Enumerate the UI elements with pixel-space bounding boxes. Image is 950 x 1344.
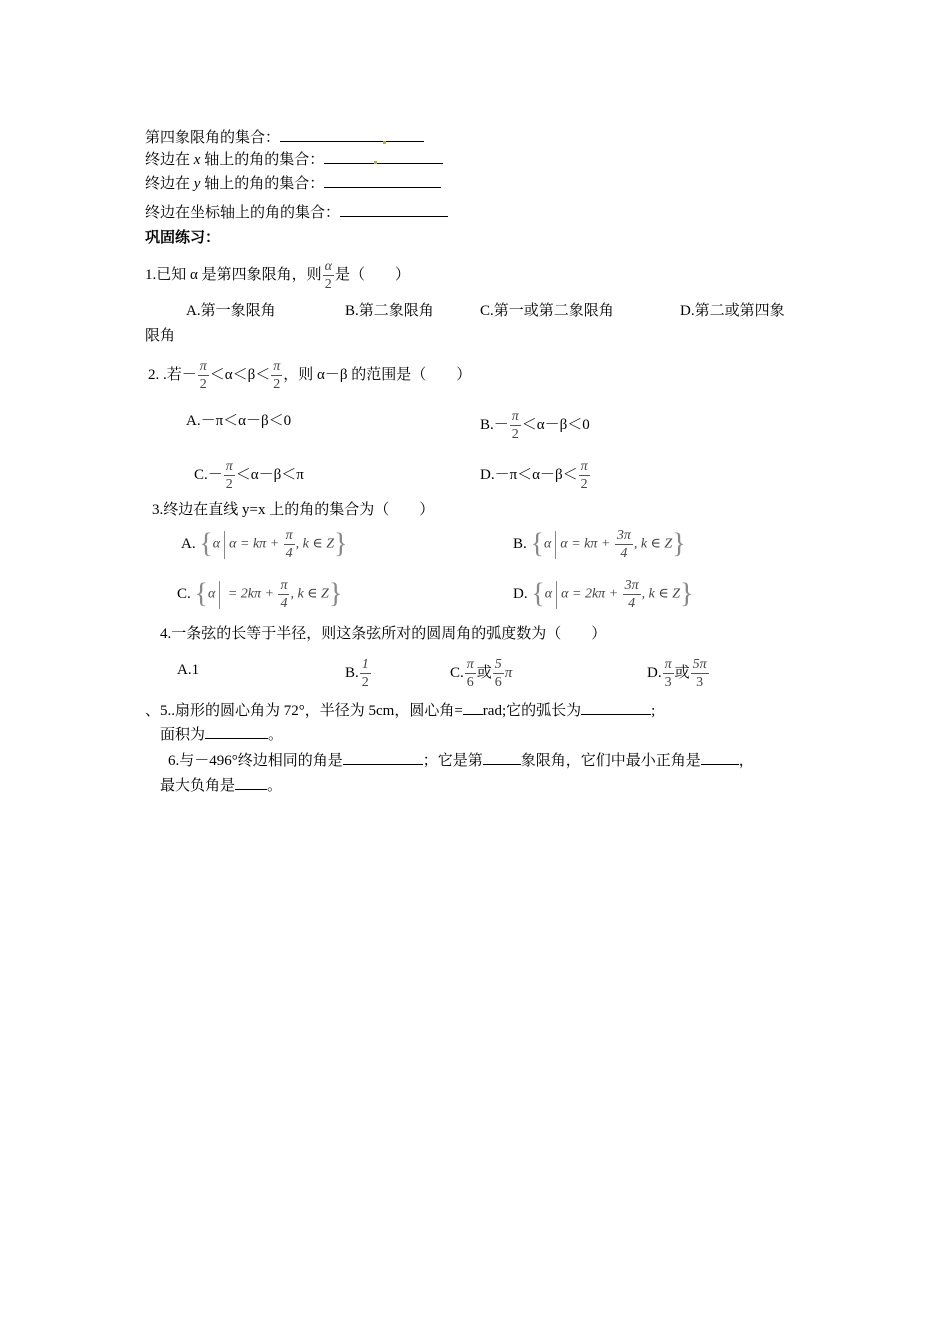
- q1-option-d-continued: 限角: [145, 328, 176, 344]
- q4-set-blank[interactable]: [280, 127, 424, 142]
- radian-blank[interactable]: [463, 700, 483, 715]
- q1-option-d[interactable]: D.第二或第四象: [680, 303, 785, 319]
- five-sixths-fraction: $\frac{5}{6}$: [494, 657, 502, 690]
- left-brace: {: [194, 578, 208, 610]
- q4-option-a[interactable]: A.1: [177, 662, 200, 678]
- q3-option-b[interactable]: B. {α α = kπ + $\frac{3\pi}{4}$ , k ∈ Z}: [513, 528, 686, 561]
- q4-option-c[interactable]: C. $\frac{\pi}{6}$ 或 $\frac{5}{6}$ π: [450, 657, 513, 690]
- q3-option-c[interactable]: C. {α = 2kπ + $\frac{\pi}{4}$ , k ∈ Z}: [177, 578, 343, 611]
- pi-over-2-fraction: $\frac{\pi}{2}$: [580, 459, 588, 492]
- q4-option-d[interactable]: D. $\frac{\pi}{3}$ 或 $\frac{5\pi}{3}$: [647, 657, 707, 690]
- quadrant-blank[interactable]: [483, 750, 521, 765]
- pi-over-2-fraction: $\frac{\pi}{2}$: [511, 409, 519, 442]
- set-expression: {α = 2kπ + $\frac{\pi}{4}$ , k ∈ Z}: [194, 578, 343, 611]
- three-pi-over-4-fraction: $\frac{3\pi}{4}$: [624, 578, 639, 611]
- area-blank[interactable]: [205, 724, 268, 739]
- q2-option-a[interactable]: A.－π＜α－β＜0: [186, 413, 292, 429]
- pi-over-2-fraction: $\frac{\pi}{2}$: [199, 359, 207, 392]
- y-axis-set-blank[interactable]: [324, 173, 441, 188]
- pi-over-4-fraction: $\frac{\pi}{4}$: [280, 578, 288, 611]
- coord-axis-set-blank[interactable]: [340, 202, 448, 217]
- coterminal-angle-blank[interactable]: [343, 750, 423, 765]
- min-positive-angle-blank[interactable]: [701, 750, 739, 765]
- q3-option-a[interactable]: A. {α α = kπ + $\frac{\pi}{4}$ , k ∈ Z}: [181, 528, 348, 561]
- q1-option-c[interactable]: C.第一或第二象限角: [480, 303, 614, 319]
- pi-over-2-fraction: $\frac{\pi}{2}$: [225, 459, 233, 492]
- max-negative-angle-blank[interactable]: [235, 775, 267, 790]
- coord-axis-set-line: 终边在坐标轴上的角的集合：: [145, 202, 448, 223]
- set-divider: [219, 581, 220, 609]
- section-title: 巩固练习：: [145, 230, 221, 246]
- question-1-stem: 1.已知 α 是第四象限角，则 $\frac{\alpha}{2}$ 是（ ）: [145, 259, 410, 292]
- set-divider: [224, 531, 225, 559]
- right-brace: }: [680, 578, 694, 610]
- cursor-mark: [374, 161, 377, 164]
- cursor-mark: [383, 141, 386, 144]
- q1-option-a[interactable]: A.第一象限角: [186, 303, 276, 319]
- left-brace: {: [199, 528, 213, 560]
- q4-option-b[interactable]: B. $\frac{1}{2}$: [345, 657, 369, 690]
- question-3-stem: 3.终边在直线 y=x 上的角的集合为（ ）: [152, 502, 435, 518]
- right-brace: }: [334, 528, 348, 560]
- question-5-line-2: 面积为 。: [160, 724, 283, 745]
- question-4-stem: 4.一条弦的长等于半径，则这条弦所对的圆周角的弧度数为（ ）: [160, 626, 607, 642]
- left-brace: {: [531, 578, 545, 610]
- set-divider: [556, 581, 557, 609]
- q2-option-b[interactable]: B.－ $\frac{\pi}{2}$ ＜α－β＜0: [480, 409, 590, 442]
- one-half-fraction: $\frac{1}{2}$: [361, 657, 369, 690]
- question-5-line-1: 、5..扇形的圆心角为 72°，半径为 5cm，圆心角= rad;它的弧长为 ;: [145, 700, 655, 721]
- q1-option-b[interactable]: B.第二象限角: [345, 303, 434, 319]
- three-pi-over-4-fraction: $\frac{3\pi}{4}$: [616, 528, 631, 561]
- left-brace: {: [530, 528, 544, 560]
- question-6-line-2: 最大负角是 。: [160, 775, 282, 796]
- five-pi-over-3-fraction: $\frac{5\pi}{3}$: [692, 657, 707, 690]
- q2-option-d[interactable]: D.－π＜α－β＜ $\frac{\pi}{2}$: [480, 459, 588, 492]
- pi-over-3-fraction: $\frac{\pi}{3}$: [664, 657, 672, 690]
- y-axis-set-line: 终边在 y 轴上的角的集合：: [145, 173, 441, 194]
- x-axis-set-blank[interactable]: [324, 149, 443, 164]
- set-divider: [555, 531, 556, 559]
- q2-option-c[interactable]: C.－ $\frac{\pi}{2}$ ＜α－β＜π: [194, 459, 304, 492]
- set-expression: {α α = kπ + $\frac{3\pi}{4}$ , k ∈ Z}: [530, 528, 686, 561]
- pi-over-4-fraction: $\frac{\pi}{4}$: [285, 528, 293, 561]
- set-expression: {α α = 2kπ + $\frac{3\pi}{4}$ , k ∈ Z}: [531, 578, 694, 611]
- pi-over-6-fraction: $\frac{\pi}{6}$: [466, 657, 474, 690]
- arc-length-blank[interactable]: [581, 700, 651, 715]
- right-brace: }: [672, 528, 686, 560]
- right-brace: }: [328, 578, 343, 610]
- alpha-over-2-fraction: $\frac{\alpha}{2}$: [324, 259, 332, 292]
- set-expression: {α α = kπ + $\frac{\pi}{4}$ , k ∈ Z}: [199, 528, 348, 561]
- question-6-line-1: 6.与－496°终边相同的角是 ；它是第 象限角，它们中最小正角是 ，: [168, 750, 754, 771]
- q4-set-line: 第四象限角的集合：: [145, 127, 424, 148]
- question-2-stem: 2. .若－ $\frac{\pi}{2}$ ＜α＜β＜ $\frac{\pi}{2}$ ，则 α－β 的范围是（ ）: [148, 359, 472, 392]
- q3-option-d[interactable]: D. {α α = 2kπ + $\frac{3\pi}{4}$ , k ∈ Z}: [513, 578, 694, 611]
- pi-over-2-fraction: $\frac{\pi}{2}$: [273, 359, 281, 392]
- x-axis-set-line: 终边在 x 轴上的角的集合：: [145, 149, 443, 170]
